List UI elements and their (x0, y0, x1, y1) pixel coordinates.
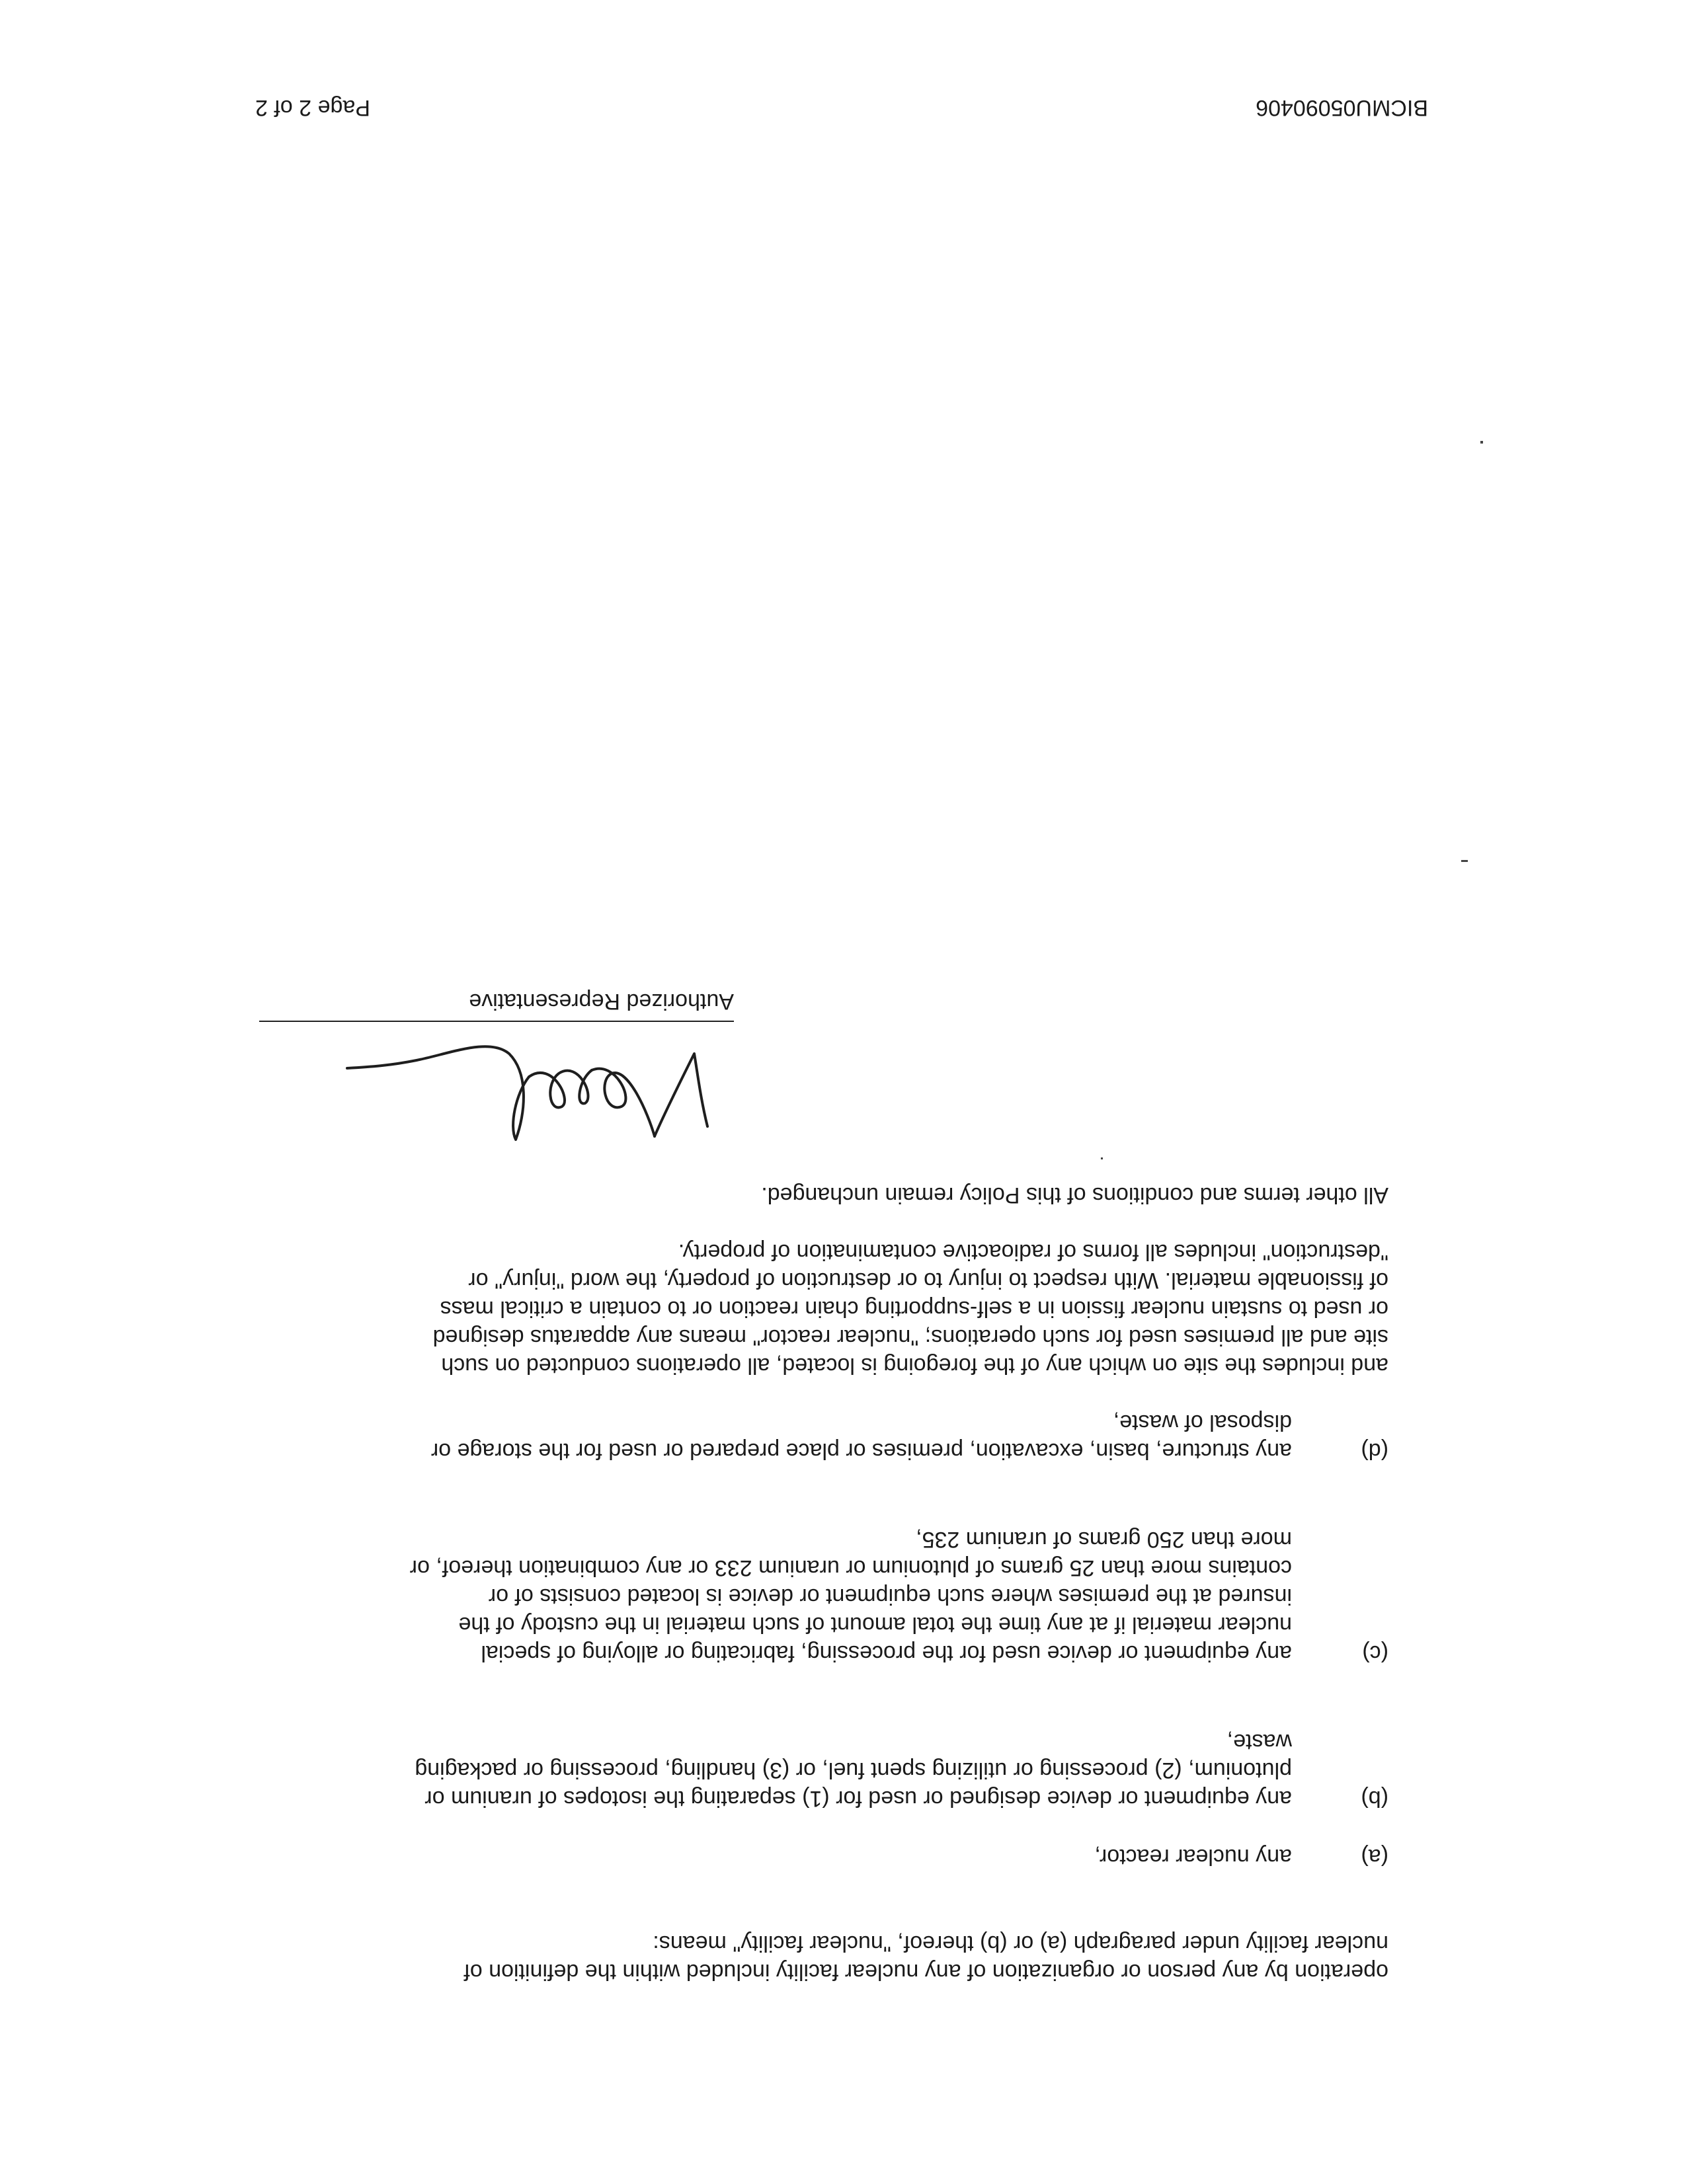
unchanged-statement: All other terms and conditions of this Policy remain unchanged. (761, 1183, 1388, 1208)
item-label: (a) (1361, 1844, 1388, 1869)
handwritten-signature (331, 1034, 727, 1153)
signature-line (259, 1021, 734, 1022)
item-label: (c) (1362, 1641, 1388, 1666)
signature-label: Authorized Representative (469, 989, 734, 1014)
scan-speck (1101, 1157, 1103, 1159)
item-label: (d) (1361, 1438, 1388, 1463)
intro-paragraph: operation by any person or organization of any nuclear facility included within the definition of nuclear facility under paragraph (a) or (b) thereof, "nuclear facility" means: (463, 1931, 1388, 1984)
page-number: Page 2 of 2 (255, 95, 370, 120)
item-text: any equipment or device designed or used for (1) separating the isotopes of uranium or plutonium, (2) processing or utilizing spent fuel, or (3) handling, processing or packaging waste, (415, 1729, 1292, 1811)
item-text: any structure, basin, excavation, premises or place prepared or used for the storage or disposal of waste, (430, 1410, 1292, 1463)
item-text: any nuclear reactor, (1094, 1844, 1292, 1869)
item-text: any equipment or device used for the processing, fabricating or alloying of special nuclear material if at any time the total amount of such material in the custody of the insured at the premises where such equipment or device is located consists of or contains more than 25 grams of plutonium or uranium 233 or any combination thereof, or more than 250 grams of uranium 235, (409, 1527, 1292, 1666)
document-reference: BICMU05090406 (1256, 95, 1428, 120)
item-label: (b) (1361, 1786, 1388, 1811)
scan-speck (1480, 441, 1483, 444)
scan-speck (1461, 860, 1468, 862)
closing-paragraph: and includes the site on which any of the foregoing is located, all operations conducted on such site and all premises used for such operations; "nuclear reactor" means any apparatus designed or used to sustain nuclear fission in a self-supporting chain reaction or to contain a critical mass of fissionable material. With respect to injury to or destruction of property, the word "injury" or "destruction" includes all forms of radioactive contamination of property. (432, 1239, 1388, 1378)
